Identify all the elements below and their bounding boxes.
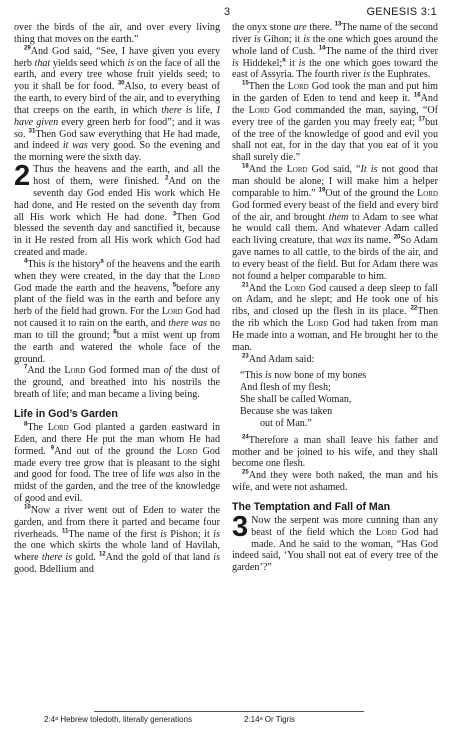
page-header — [0, 6, 451, 20]
footnotes — [14, 715, 438, 729]
verse-2-10: $^{10}$Now a river went out of Eden to water the garden, and from there it parted and became four riverheads. $^{11}$The name of the first is Pishon; it is the one which skirts the whole land of Havilah, where there is gold. $^{12}$And the gold of that land is good. Bdellium and — [14, 504, 221, 576]
chapter-3-start: 3 Now the serpent was more cunning than any beast of the field which the Lord God had made. And he said to the woman, “Has God indeed said, ‘You shall not eat of every tree of the garden’?” — [232, 510, 438, 574]
chapter-2-dropcap: 2 — [14, 160, 31, 193]
verse-2-15: $^{15}$Then the Lord God took the man and put him in the garden of Eden to tend and keep it. $^{16}$And the Lord God commanded the man, saying, “Of every tree of the garden you may freely eat; $^{17}$but of the tree of the knowledge of good and evil you shall not eat, for in the day that you eat of it you shall surely die.” — [232, 80, 438, 164]
footnote-divider — [94, 711, 364, 712]
poem-2-23: “This is now bone of my bones And flesh of my flesh; She shall be called Woman, Because she was taken out of Man.” — [240, 370, 367, 429]
paragraph-2-12-tail: the onyx stone are there. $^{13}$The name of the second river is Gihon; it is the one which goes around the whole land of Cush. $^{14}$The name of the third river is Hiddekel;$^a$ it is the one which goes toward the east of Assyria. The fourth river is the Euphrates. — [232, 21, 439, 81]
verse-2-21: $^{21}$And the Lord God caused a deep sleep to fall on Adam, and he slept; and He took one of his ribs, and closed up the flesh in its place. $^{22}$Then the rib which the Lord God had taken from man He made into a woman, and He brought her to the man. — [232, 282, 438, 353]
verse-2-8: $^8$The Lord God planted a garden eastward in Eden, and there He put the man whom He had formed. $^9$And out of the ground the Lord God made every tree grow that is pleasant to the sight and good for food. The tree of life was also in the midst of the garden, and the tree of the knowledge of good and evil. — [14, 421, 220, 505]
running-reference: GENESIS 3:1 — [366, 6, 437, 18]
left-column — [14, 22, 220, 576]
verse-2-4: $^4$This is the history$^a$ of the heavens and the earth when they were created, in the day that the Lord God made the earth and the heavens, $^5$before any plant of the field was in the earth and before any herb of the field had grown. For the Lord God had not caused it to rain on the earth, and there was no man to till the ground; $^6$but a mist went up from the earth and watered the whole face of the ground. — [14, 258, 221, 365]
section-heading-temptation-and-fall: The Temptation and Fall of Man — [232, 500, 391, 513]
page-number: 3 — [223, 6, 231, 18]
verse-2-25: $^{25}$And they were both naked, the man and his wife, and were not ashamed. — [232, 469, 438, 494]
paragraph-1-28-tail: over the birds of the air, and over every living thing that moves on the earth.” — [14, 22, 220, 45]
right-column — [232, 22, 438, 574]
section-heading-life-in-gods-garden: Life in God’s Garden — [14, 408, 118, 420]
verse-2-18: $^{18}$And the Lord God said, “It is not good that man should be alone; I will make him a helper comparable to him.” $^{19}$Out of the ground the Lord God formed every beast of the field and every bird of the air, and brought them to Adam to see what he would call them. And whatever Adam called each living creature, that was its name. $^{20}$So Adam gave names to all cattle, to the birds of the air, and to every beast of the field. But for Adam there was not found a helper comparable to him. — [232, 163, 439, 282]
footnote-2-14: 2:14ᵃ Or Tigris — [244, 715, 295, 724]
verse-2-23: $^{23}$And Adam said: — [242, 353, 315, 365]
chapter-2-start: 2 Thus the heavens and the earth, and all the host of them, were finished. $^2$And on the seventh day God ended His work which He had done, and He rested on the seventh day from all His work which He had done. $^3$Then God blessed the seventh day and sanctified it, because in it He rested from all His work which God had created and made. — [14, 160, 220, 259]
verse-2-7: $^7$And the Lord God formed man of the dust of the ground, and breathed into his nostrils the breath of life; and man became a living being. — [14, 365, 220, 401]
chapter-3-dropcap: 3 — [232, 510, 249, 543]
footnote-2-4: 2:4ᵃ Hebrew toledoth, literally generations — [44, 715, 192, 724]
verse-2-24: $^{24}$Therefore a man shall leave his father and mother and be joined to his wife, and they shall become one flesh. — [232, 434, 438, 470]
verse-1-29: $^{29}$And God said, “See, I have given you every herb that yields seed which is on the face of all the earth, and every tree whose fruit yields seed; to you it shall be for food. $^{30}$Also, to every beast of the earth, to every bird of the air, and to everything that creeps on the earth, in which there is life, I have given every green herb for food”; and it was so. $^{31}$Then God saw everything that He had made, and indeed it was very good. So the evening and the morning were the sixth day. — [14, 45, 221, 164]
